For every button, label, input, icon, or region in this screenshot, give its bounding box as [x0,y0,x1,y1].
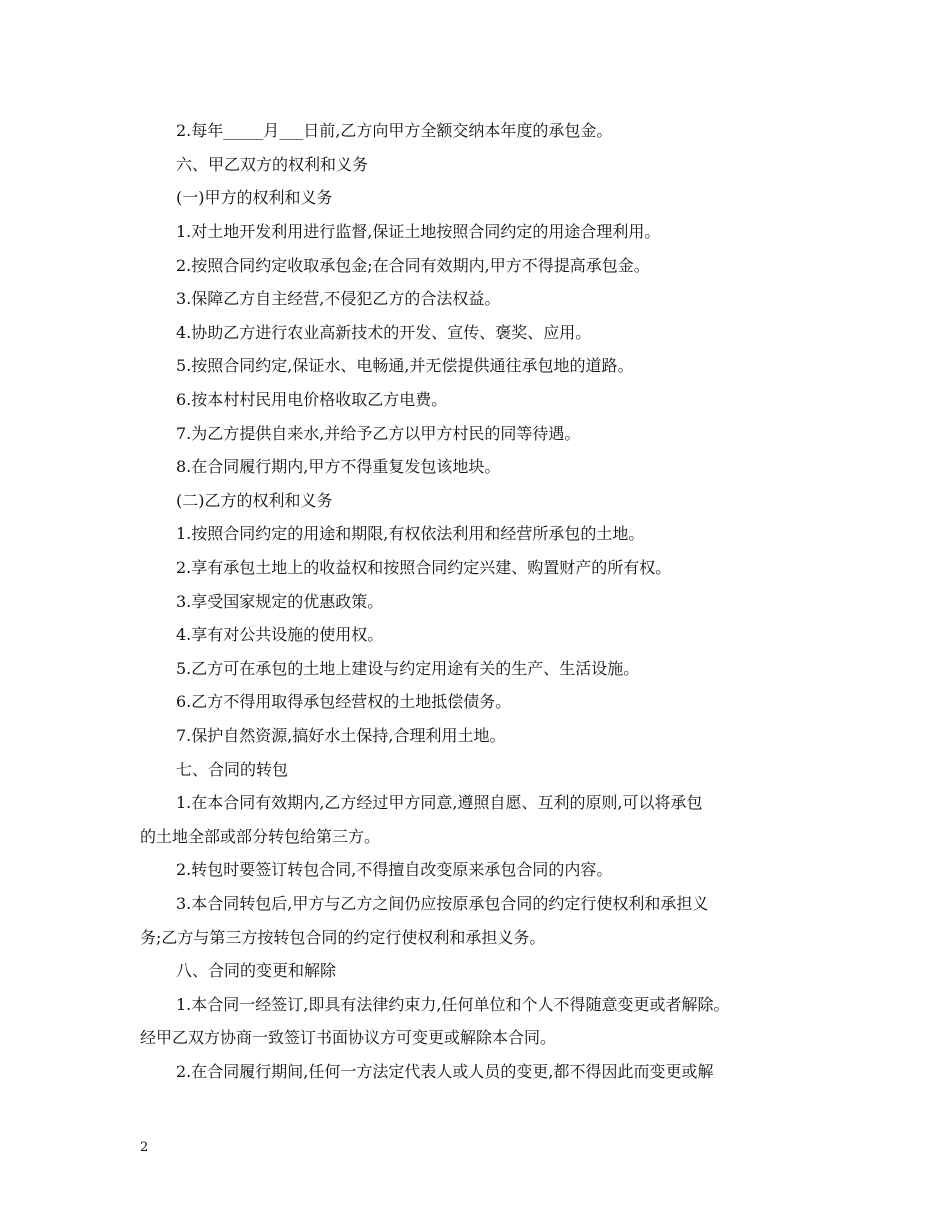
list-item: 4.协助乙方进行农业高新技术的开发、宣传、褒奖、应用。 [176,323,592,342]
paragraph-line: 3.本合同转包后,甲方与乙方之间仍应按原承包合同的约定行使权利和承担义 [176,894,709,913]
paragraph-continuation: 务;乙方与第三方按转包合同的约定行使权利和承担义务。 [140,928,546,947]
list-item: 5.乙方可在承包的土地上建设与约定用途有关的生产、生活设施。 [176,659,640,678]
paragraph-line: 2.每年_____月___日前,乙方向甲方全额交纳本年度的承包金。 [176,121,613,140]
list-item: 8.在合同履行期内,甲方不得重复发包该地块。 [176,457,501,476]
paragraph-line: 2.转包时要签订转包合同,不得擅自改变原来承包合同的内容。 [176,860,613,879]
paragraph-continuation: 经甲乙双方协商一致签订书面协议方可变更或解除本合同。 [140,1028,557,1047]
list-item: 6.乙方不得用取得承包经营权的土地抵偿债务。 [176,692,512,711]
list-item: 1.按照合同约定的用途和期限,有权依法利用和经营所承包的土地。 [176,524,645,543]
paragraph-line: 1.本合同一经签订,即具有法律约束力,任何单位和个人不得随意变更或者解除。 [176,995,730,1014]
paragraph-line: 2.在合同履行期间,任何一方法定代表人或人员的变更,都不得因此而变更或解 [176,1062,714,1081]
list-item: 7.保护自然资源,搞好水土保持,合理利用土地。 [176,726,506,745]
page-number: 2 [140,1140,149,1155]
subsection-heading-party-a: (一)甲方的权利和义务 [176,188,333,207]
list-item: 7.为乙方提供自来水,并给予乙方以甲方村民的同等待遇。 [176,424,581,443]
subsection-heading-party-b: (二)乙方的权利和义务 [176,491,333,510]
list-item: 6.按本村村民用电价格收取乙方电费。 [176,390,448,409]
list-item: 1.对土地开发利用进行监督,保证土地按照合同约定的用途合理利用。 [176,222,661,241]
section-heading-seven: 七、合同的转包 [176,760,289,779]
list-item: 2.按照合同约定收取承包金;在合同有效期内,甲方不得提高承包金。 [176,256,650,275]
section-heading-eight: 八、合同的变更和解除 [176,961,337,980]
list-item: 5.按照合同约定,保证水、电畅通,并无偿提供通往承包地的道路。 [176,356,634,375]
list-item: 3.享受国家规定的优惠政策。 [176,592,384,611]
list-item: 4.享有对公共设施的使用权。 [176,625,384,644]
list-item: 2.享有承包土地上的收益权和按照合同约定兴建、购置财产的所有权。 [176,558,672,577]
paragraph-line: 1.在本合同有效期内,乙方经过甲方同意,遵照自愿、互利的原则,可以将承包 [176,793,703,812]
list-item: 3.保障乙方自主经营,不侵犯乙方的合法权益。 [176,289,501,308]
paragraph-continuation: 的土地全部或部分转包给第三方。 [140,827,381,846]
section-heading-six: 六、甲乙双方的权利和义务 [176,155,369,174]
